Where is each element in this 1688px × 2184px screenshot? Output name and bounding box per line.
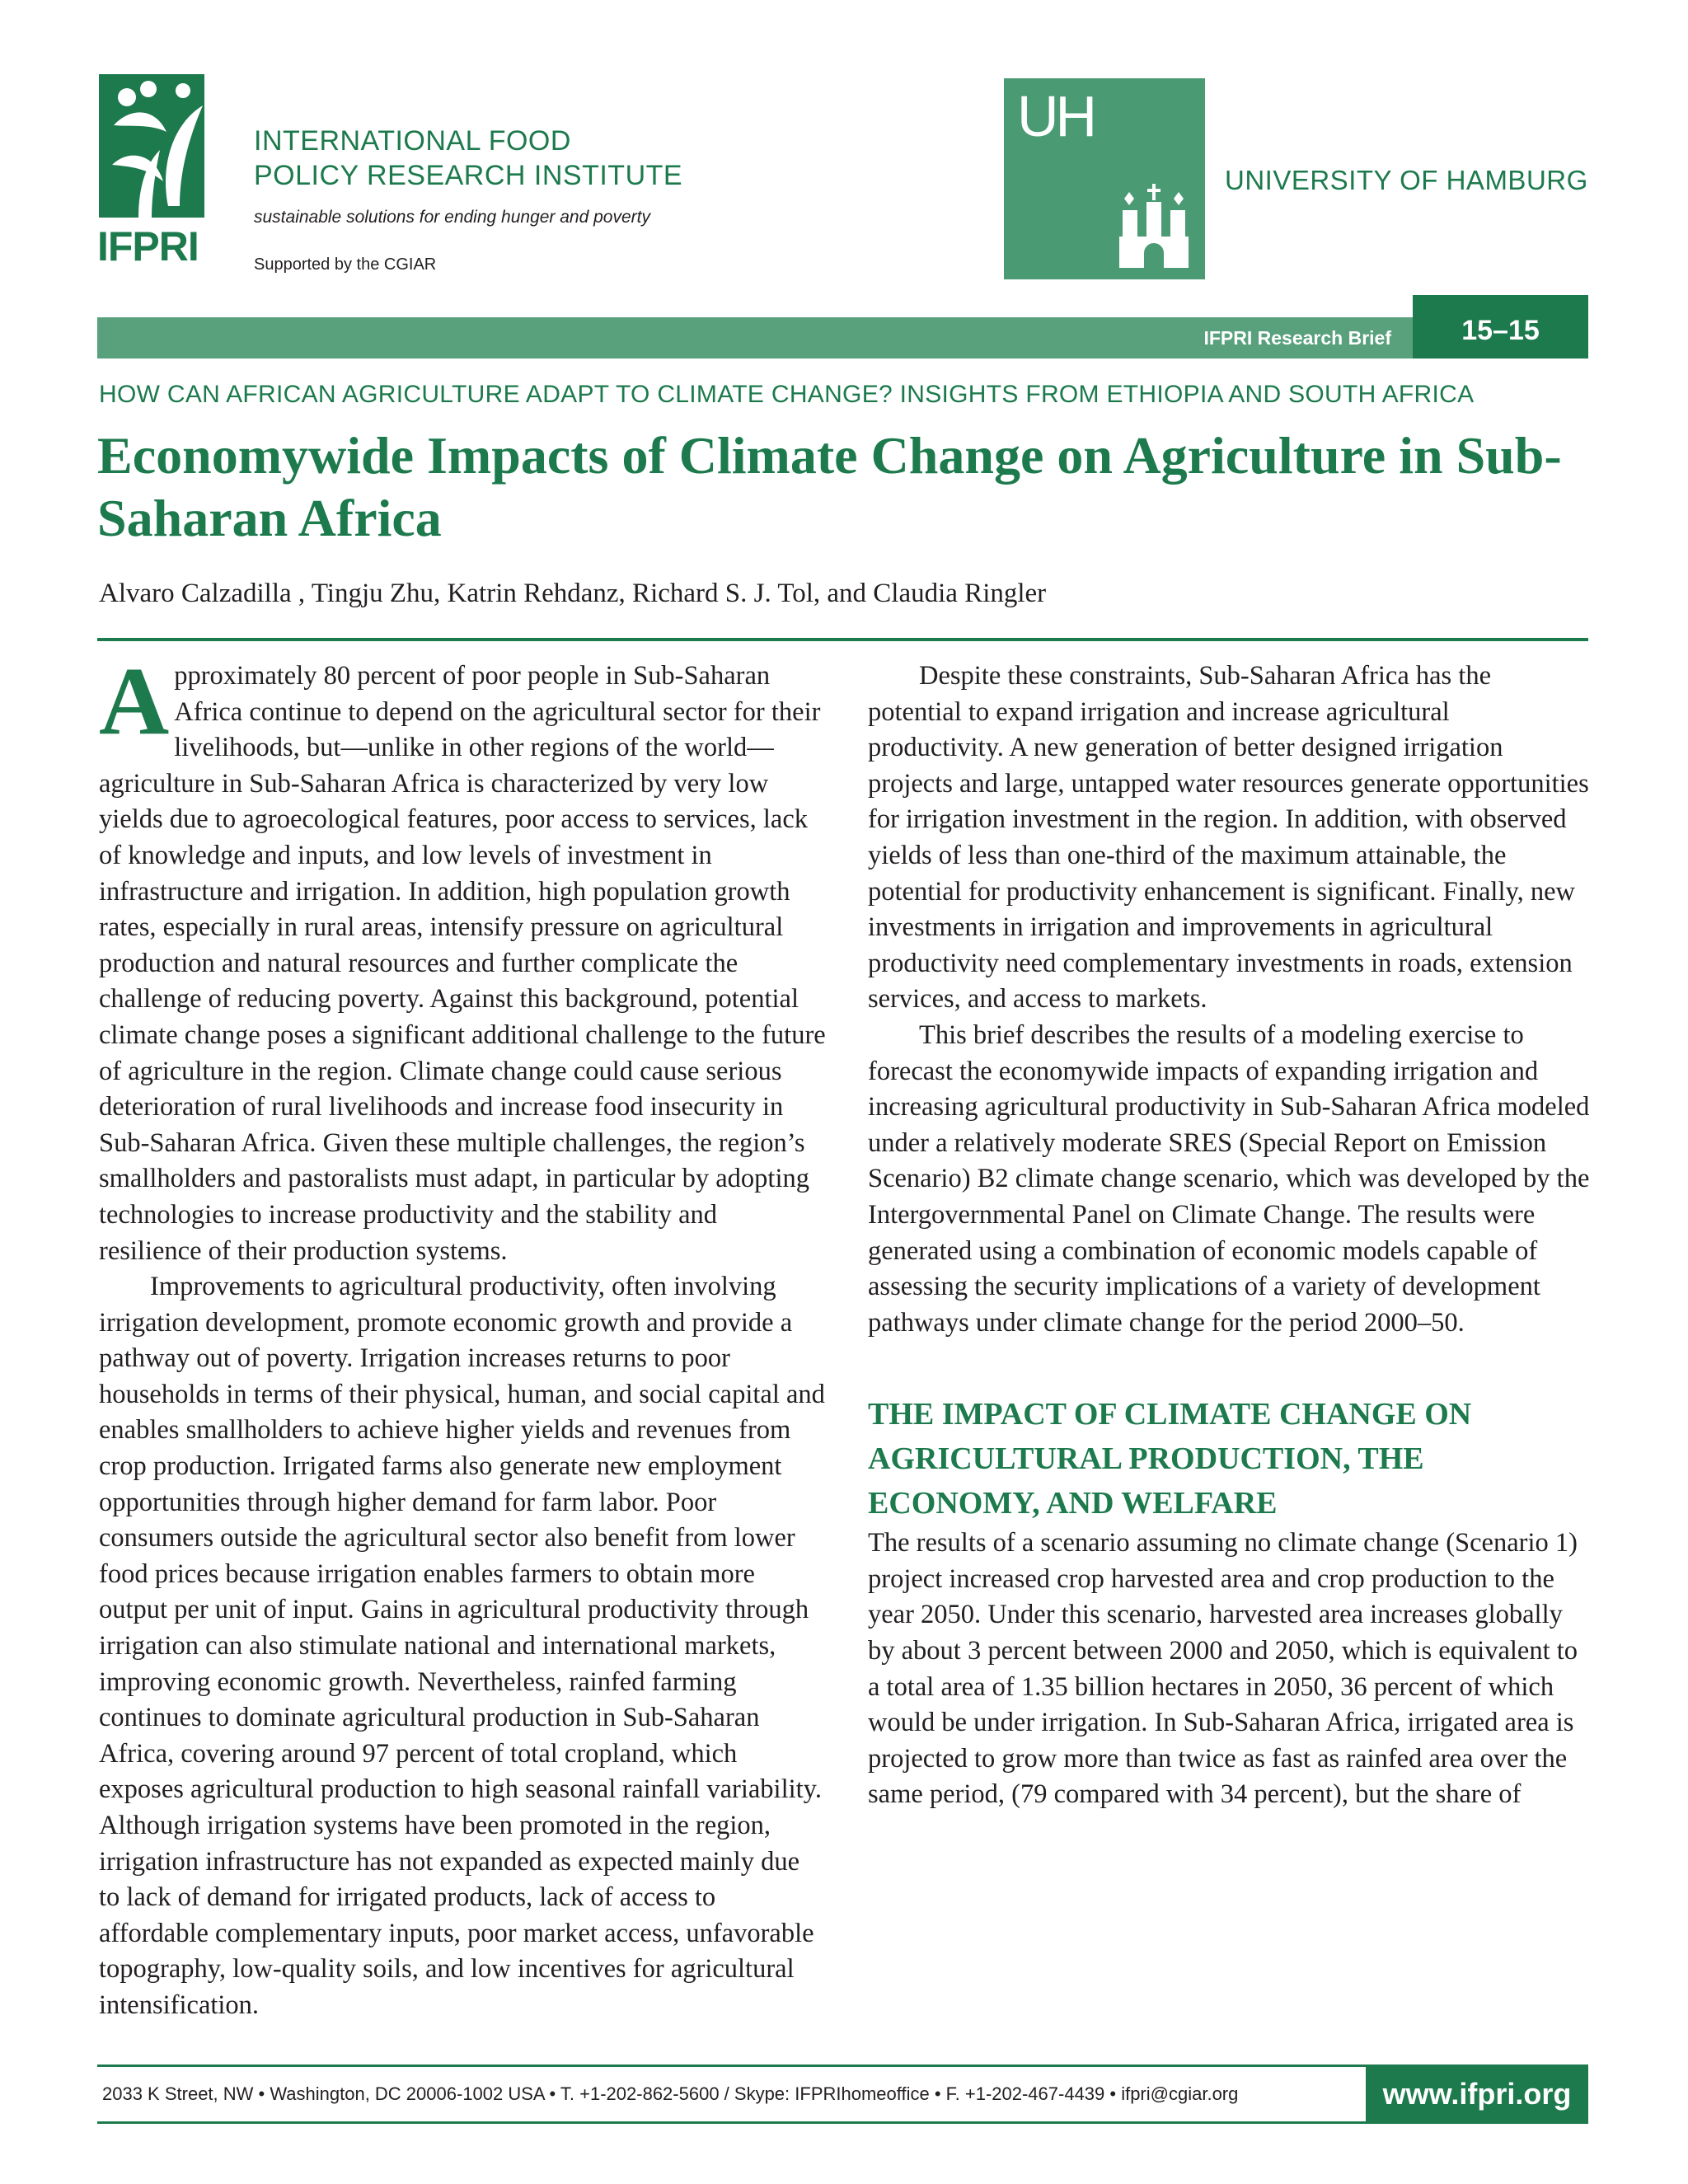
title-divider (97, 638, 1588, 641)
author-list: Alvaro Calzadilla , Tingju Zhu, Katrin Rehdanz, Richard S. J. Tol, and Claudia Ringler (99, 579, 1047, 608)
body-paragraph-4: This brief describes the results of a modeling exercise to forecast the economywide impacts of expanding irrigation and increasing agricultural productivity in Sub-Saharan Africa modeled under a relatively moderate SRES (Special Report on Emission Scenario) B2 climate change scenario, which was developed by the Intergovernmental Panel on Climate Change. The results were generated using a combination of economic models capable of assessing the security implications of a variety of development pathways under climate change for the period 2000–50. (868, 1019, 1590, 1338)
drop-cap: A (99, 647, 170, 755)
page-title: Economywide Impacts of Climate Change on Agriculture in Sub-Saharan Africa (97, 426, 1562, 547)
institute-tagline: sustainable solutions for ending hunger and poverty (254, 208, 650, 227)
institute-name-line1: INTERNATIONAL FOOD (254, 125, 571, 157)
uhh-wordmark: UH (1017, 84, 1095, 148)
footer-website-link[interactable]: www.ifpri.org (1366, 2064, 1588, 2124)
uhh-logo (1004, 78, 1205, 279)
footer-divider-top (97, 2064, 1588, 2067)
ifpri-logo (97, 74, 231, 272)
institute-name (254, 124, 682, 193)
body-paragraph-5: The results of a scenario assuming no climate change (Scenario 1) project increased crop harvested area and crop production to the year 2050. Under this scenario, harvested area increases globally by about 3 percent between 2000 and 2050, which is equivalent to a total area of 1.35 billion hectares in 2050, 36 percent of which would be under irrigation. In Sub-Saharan Africa, irrigated area is projected to grow more than twice as fast as rainfed area over the same period, (79 compared with 34 percent), but the share of (868, 1528, 1578, 1810)
brief-number-badge: 15–15 (1413, 295, 1588, 359)
body-paragraph-3: Despite these constraints, Sub-Saharan Africa has the potential to expand irrigation and increase agricultural productivity. A new generation of better designed irrigation projects and large, untapped water resources generate opportunities for irrigation investment in the region. In addition, with observed yields of less than one-third of the maximum attainable, the potential for productivity enhancement is significant. Finally, new investments in irrigation and improvements in agricultural productivity need complementary investments in roads, extension services, and access to markets. (868, 661, 1589, 1015)
hamburg-castle-icon (1113, 177, 1195, 268)
research-brief-label: IFPRI Research Brief (1203, 327, 1391, 349)
footer-divider-bottom (97, 2121, 1588, 2124)
ifpri-wordmark: IFPRI (97, 223, 199, 269)
cgiar-support-note: Supported by the CGIAR (254, 255, 437, 274)
series-title: HOW CAN AFRICAN AGRICULTURE ADAPT TO CLIMATE CHANGE? INSIGHTS FROM ETHIOPIA AND SOUTH AFRICA (99, 381, 1475, 408)
footer-contact-address: 2033 K Street, NW • Washington, DC 20006-1002 USA • T. +1-202-862-5600 / Skype: IFPRIhomeoffice • F. +1-202-467-4439 • ifpri@cgiar.org (102, 2083, 1239, 2104)
body-paragraph-2: Improvements to agricultural productivity, often involving irrigation development, promote economic growth and provide a pathway out of poverty. Irrigation increases returns to poor households in terms of their physical, human, and social capital and enables smallholders to achieve higher yields and revenues from crop production. Irrigated farms also generate new employment opportunities through higher demand for farm labor. Poor consumers outside the agricultural sector also benefit from lower food prices because irrigation enables farmers to obtain more output per unit of input. Gains in agricultural productivity through irrigation can also stimulate national and international markets, improving economic growth. Nevertheless, rainfed farming continues to dominate agricultural production in Sub-Saharan Africa, covering around 97 percent of total cropland, which exposes agricultural production to high seasonal rainfall variability. Although irrigation systems have been promoted in the region, irrigation infrastructure has not expanded as expected mainly due to lack of demand for irrigated products, lack of access to affordable complementary inputs, poor market access, unfavorable topography, low-quality soils, and low incentives for agricultural intensification. (99, 1272, 825, 2020)
body-column-right (868, 658, 1590, 1813)
section-heading: THE IMPACT OF CLIMATE CHANGE ON AGRICULTURAL PRODUCTION, THE ECONOMY, AND WELFARE (868, 1397, 1472, 1521)
institute-name-line2: POLICY RESEARCH INSTITUTE (254, 160, 683, 191)
body-paragraph-1 (99, 647, 826, 1269)
university-name: UNIVERSITY OF HAMBURG (1225, 165, 1588, 195)
research-brief-bar (97, 317, 1413, 359)
body-column-left (99, 647, 826, 2024)
body-paragraph-1-text: pproximately 80 percent of poor people in Sub-Saharan Africa continue to depend on the agricultural sector for their livelihoods, but—unlike in other regions of the world—agriculture in Sub-Saharan Africa is characterized by very low yields due to agroecological features, poor access to services, lack of knowledge and inputs, and low levels of investment in infrastructure and irrigation. In addition, high population growth rates, especially in rural areas, intensify pressure on agricultural production and natural resources and further complicate the challenge of reducing poverty. Against this background, potential climate change poses a significant additional challenge to the future of agriculture in the region. Climate change could cause serious deterioration of rural livelihoods and increase food insecurity in Sub-Saharan Africa. Given these multiple challenges, the region’s smallholders and pastoralists must adapt, in particular by adopting technologies to increase productivity and the stability and resilience of their production systems. (99, 661, 826, 1266)
